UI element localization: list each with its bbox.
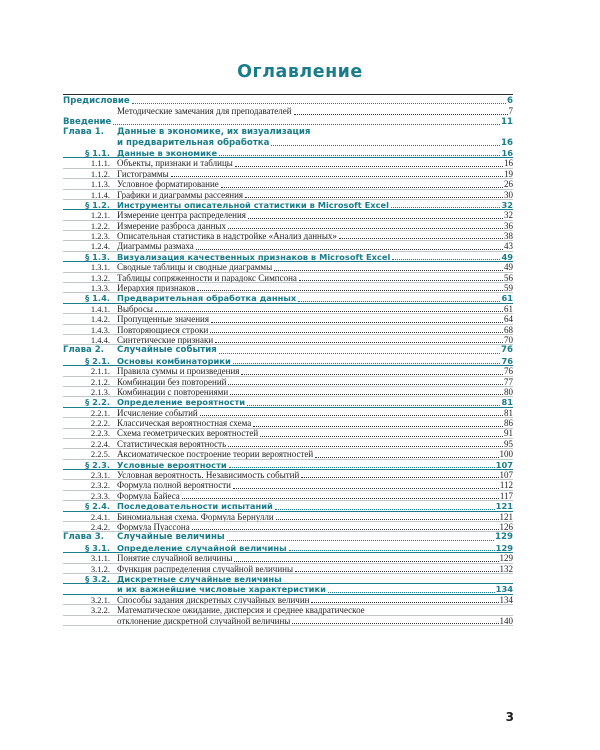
toc-entry-line: [63, 325, 513, 335]
toc-entry-line: [63, 574, 513, 584]
toc-leader-dots: [235, 166, 503, 167]
toc-entry: [63, 231, 513, 241]
toc-entry-line: [63, 210, 513, 220]
toc-entry-number: Глава 1.: [63, 127, 105, 138]
toc-entry-line: [63, 595, 513, 605]
toc-entry-line: [63, 605, 513, 615]
toc-leader-dots: [328, 592, 495, 593]
toc-leader-dots: [271, 145, 500, 146]
toc-top-rule: [63, 94, 513, 95]
toc-leader-dots: [298, 301, 500, 302]
toc-entry-number: 2.4.1.: [90, 511, 110, 522]
toc-leader-dots: [219, 155, 500, 156]
toc-entry-title: Комбинации с повторениями: [117, 386, 229, 397]
toc-entry-number: 1.4.2.: [90, 314, 110, 325]
toc-leader-dots: [248, 218, 503, 219]
toc-leader-dots: [200, 415, 503, 416]
toc-entry-number: 1.3.3.: [90, 283, 110, 294]
toc-entry: [63, 429, 513, 439]
toc-leader-dots: [299, 280, 503, 281]
toc-entry-page: 61: [501, 293, 513, 304]
toc-entry-title: Методические замечания для преподавателей: [117, 106, 292, 117]
toc-entry-page: 117: [499, 490, 513, 501]
toc-entry-title: Данные в экономике: [117, 147, 218, 158]
toc-entry-page: 126: [499, 522, 513, 532]
toc-leader-dots: [197, 290, 503, 291]
toc-leader-dots: [113, 124, 500, 125]
toc-entry-title: отклонение дискретной случайной величины: [117, 615, 291, 626]
toc-entry-page: 70: [504, 334, 513, 345]
toc-entry-number: 1.2.4.: [90, 241, 110, 252]
toc-entry-line: [63, 532, 513, 542]
toc-entry-line: [63, 200, 513, 210]
toc-entry: [63, 480, 513, 490]
toc-entry-line: [63, 387, 513, 397]
toc-entry-page: 32: [501, 199, 513, 210]
toc-entry-number: 2.3.2.: [90, 480, 110, 491]
toc-entry-page: 59: [504, 283, 513, 294]
toc-entry-number: 2.2.3.: [90, 428, 110, 439]
toc-entry-page: 16: [501, 137, 513, 148]
toc-leader-dots: [182, 498, 499, 499]
toc-entry-title: Функция распределения случайной величины: [117, 563, 293, 574]
toc-entry-line: [63, 335, 513, 345]
toc-entry-title: Формула полной вероятности: [117, 480, 231, 491]
toc-entry: [63, 148, 513, 158]
toc-entry: [63, 96, 513, 106]
toc-leader-dots: [311, 602, 498, 603]
toc-entry-page: 112: [499, 480, 513, 491]
toc-entry: [63, 325, 513, 335]
toc-entry-title: Иерархия признаков: [117, 283, 196, 294]
toc-entry: [63, 512, 513, 522]
toc-entry-title: Способы задания дискретных случайных величин: [117, 594, 310, 605]
toc-entry-number: 3.2.2.: [90, 605, 110, 616]
toc-entry-number: § 1.1.: [85, 147, 110, 158]
toc-entry-line: [63, 449, 513, 459]
toc-leader-dots: [228, 384, 503, 385]
toc-entry-title: Синтетические признаки: [117, 334, 214, 345]
toc-entry-number: 3.1.2.: [90, 563, 110, 574]
toc-entry: [63, 158, 513, 168]
toc-entry-number: § 1.4.: [85, 293, 110, 304]
toc-entry: [63, 106, 513, 116]
toc-entry-number: 1.2.3.: [90, 231, 110, 242]
toc-entry: [63, 605, 513, 626]
toc-entry: [63, 543, 513, 553]
toc-entry-line: [63, 231, 513, 241]
toc-entry-page: 121: [495, 501, 513, 512]
toc-leader-dots: [227, 540, 494, 541]
toc-leader-dots: [289, 550, 495, 551]
toc-leader-dots: [228, 228, 503, 229]
toc-entry-page: 86: [504, 418, 513, 429]
toc-leader-dots: [229, 467, 495, 468]
toc-leader-dots: [234, 561, 498, 562]
toc-entry-page: 19: [504, 168, 513, 179]
toc-leader-dots: [215, 342, 503, 343]
toc-entry-title: Комбинации без повторений: [117, 376, 227, 387]
toc-entry-number: § 3.2.: [85, 573, 110, 584]
toc-entry-number: 3.1.1.: [90, 553, 110, 564]
toc-entry-title: Таблицы сопряженности и парадокс Симпсона: [117, 272, 297, 283]
toc-entry-number: Глава 3.: [63, 532, 105, 543]
toc-entry-title: Введение: [63, 116, 112, 127]
toc-entry: [63, 179, 513, 189]
toc-leader-dots: [275, 509, 495, 510]
toc-entry-title: Условное форматирование: [117, 179, 219, 190]
toc-entry-line: [63, 138, 513, 148]
toc-entry-number: 2.4.2.: [90, 522, 110, 532]
toc-entry-page: 129: [499, 553, 513, 564]
toc-entry-page: 38: [504, 231, 513, 242]
toc-entry-page: 49: [501, 251, 513, 262]
toc-entry-page: 132: [499, 563, 513, 574]
toc-entry-number: 2.1.1.: [90, 366, 110, 377]
toc-entry: [63, 470, 513, 480]
toc-entry: [63, 397, 513, 407]
toc-entry-line: [63, 429, 513, 439]
toc-leader-dots: [253, 426, 503, 427]
toc-entry-number: 1.4.1.: [90, 303, 110, 314]
toc-entry: [63, 574, 513, 595]
toc-leader-dots: [196, 249, 503, 250]
toc-entry-page: 129: [495, 532, 513, 543]
toc-entry-title: Пропущенные значения: [117, 314, 209, 325]
toc-entry-line: [63, 345, 513, 355]
toc-leader-dots: [233, 363, 501, 364]
toc-entry-page: 81: [504, 407, 513, 418]
toc-leader-dots: [228, 446, 503, 447]
toc-entry: [63, 169, 513, 179]
toc-entry-page: 43: [504, 241, 513, 252]
toc-entry-title: Формула Пуассона: [117, 522, 190, 532]
toc-entry: [63, 190, 513, 200]
toc-entry: [63, 335, 513, 345]
toc-entry-title: Классическая вероятностная схема: [117, 418, 252, 429]
toc-entry-line: [63, 179, 513, 189]
toc-entry-number: 2.2.2.: [90, 418, 110, 429]
toc-entry-title: Определение вероятности: [117, 397, 246, 408]
toc-entry-title: Предисловие: [63, 96, 130, 106]
toc-entry: [63, 221, 513, 231]
toc-leader-dots: [339, 238, 503, 239]
toc-entry: [63, 241, 513, 251]
toc-entry-title: Выбросы: [117, 303, 153, 314]
toc-entry-line: [63, 543, 513, 553]
toc-leader-dots: [221, 187, 503, 188]
toc-entry: [63, 564, 513, 574]
toc-entry-number: 2.2.4.: [90, 438, 110, 449]
toc-leader-dots: [276, 519, 499, 520]
toc-entry: [63, 491, 513, 501]
toc-entry-page: 91: [504, 428, 513, 439]
toc-entry-number: 1.3.2.: [90, 272, 110, 283]
toc-entry-number: 1.4.4.: [90, 334, 110, 345]
toc-entry-number: 2.3.1.: [90, 470, 110, 481]
toc-entry-page: 16: [504, 158, 513, 169]
toc-entry-number: 2.2.1.: [90, 407, 110, 418]
toc-entry-line: [63, 553, 513, 563]
toc-leader-dots: [192, 529, 499, 530]
toc-entry-title: Сводные таблицы и сводные диаграммы: [117, 262, 273, 273]
toc-entry: [63, 252, 513, 262]
toc-entry-line: [63, 397, 513, 407]
toc-entry-number: § 2.2.: [85, 397, 110, 408]
toc-leader-dots: [241, 374, 503, 375]
toc-entry-number: § 2.4.: [85, 501, 110, 512]
toc-entry-number: 1.1.3.: [90, 179, 110, 190]
toc-entry-number: Глава 2.: [63, 345, 105, 356]
toc-entry-number: § 1.3.: [85, 251, 110, 262]
toc-leader-dots: [219, 353, 500, 354]
toc-entry-title: Случайные события: [117, 345, 217, 356]
toc-entry-line: [63, 512, 513, 522]
toc-entry-title: Правила суммы и произведения: [117, 366, 240, 377]
toc-entry-page: 80: [504, 386, 513, 397]
page-number: 3: [505, 710, 514, 724]
toc-entry-title: Условная вероятность. Независимость событий: [117, 470, 300, 481]
toc-leader-dots: [274, 270, 503, 271]
toc-entry-line: [63, 408, 513, 418]
toc-entry-line: [63, 241, 513, 251]
toc-entry-line: [63, 439, 513, 449]
toc-entry: [63, 387, 513, 397]
toc-entry-title: Объекты, признаки и таблицы: [117, 158, 233, 169]
toc-leader-dots: [210, 332, 503, 333]
toc-entry: [63, 418, 513, 428]
toc-entry-number: 2.3.3.: [90, 490, 110, 501]
toc-entry: [63, 273, 513, 283]
toc-entry-line: [63, 501, 513, 511]
toc-entry-page: 26: [504, 179, 513, 190]
toc-entry-line: [63, 356, 513, 366]
toc-entry-title: Графики и диаграммы рассеяния: [117, 189, 244, 200]
toc-entry-line: [63, 190, 513, 200]
toc-leader-dots: [295, 571, 499, 572]
toc-entry: [63, 449, 513, 459]
toc-entry-number: 1.2.2.: [90, 220, 110, 231]
toc-entry: [63, 356, 513, 366]
page-title: Оглавление: [237, 62, 363, 82]
toc-leader-dots: [301, 477, 498, 478]
toc-entry-title: и предварительная обработка: [117, 137, 270, 148]
toc-entry-page: 16: [501, 147, 513, 158]
toc-entry-number: § 3.1.: [85, 542, 110, 553]
toc-entry-title: Статистическая вероятность: [117, 438, 227, 449]
toc-entry-title: Случайные величины: [117, 532, 225, 543]
toc-entry-title: Измерение центра распределения: [117, 210, 246, 221]
toc-entry-line: [63, 564, 513, 574]
toc-entry: [63, 314, 513, 324]
toc-entry-number: 1.1.1.: [90, 158, 110, 169]
toc-entry-line: [63, 377, 513, 387]
toc-entry-line: [63, 616, 513, 626]
toc-entry-page: 7: [508, 106, 513, 117]
toc-entry-line: [63, 283, 513, 293]
toc-entry-page: 32: [504, 210, 513, 221]
toc-entry-title: Основы комбинаторики: [117, 355, 231, 366]
toc-entry-title: Описательная статистика в надстройке «Анализ данных»: [117, 231, 337, 242]
toc-entry-page: 140: [499, 615, 513, 626]
toc-entry-number: § 2.1.: [85, 355, 110, 366]
toc-entry-title: Понятие случайной величины: [117, 553, 233, 564]
toc-entry-page: 121: [499, 511, 513, 522]
toc-leader-dots: [230, 394, 503, 395]
toc-entry-line: [63, 127, 513, 137]
toc-entry-line: [63, 470, 513, 480]
toc-entry-title: Математическое ожидание, дисперсия и среднее квадратическое: [117, 605, 365, 616]
toc-entry: [63, 595, 513, 605]
toc-entry-line: [63, 314, 513, 324]
toc-leader-dots: [260, 436, 503, 437]
toc-leader-dots: [132, 103, 506, 104]
toc-entry-page: 76: [501, 345, 513, 356]
toc-entry-title: Условные вероятности: [117, 459, 227, 470]
toc-leader-dots: [247, 405, 500, 406]
toc-entry: [63, 460, 513, 470]
toc-entry: [63, 345, 513, 355]
toc-entry-line: [63, 273, 513, 283]
toc-entry-line: [63, 106, 513, 116]
toc-leader-dots: [233, 488, 499, 489]
toc-entry-page: 129: [495, 542, 513, 553]
toc-entry-title: Последовательности испытаний: [117, 501, 273, 512]
toc-entry-title: Дискретные случайные величины: [117, 573, 282, 584]
toc-leader-dots: [315, 457, 498, 458]
toc-entry-line: [63, 252, 513, 262]
toc-entry-title: Данные в экономике, их визуализация: [117, 127, 311, 138]
toc-entry: [63, 366, 513, 376]
toc-entry: [63, 532, 513, 542]
toc-entry: [63, 127, 513, 148]
toc-entry: [63, 553, 513, 563]
toc-entry-line: [63, 262, 513, 272]
toc-entry-title: Аксиоматическое построение теории вероятностей: [117, 449, 314, 460]
toc-entry: [63, 293, 513, 303]
toc-entry-number: 1.3.1.: [90, 262, 110, 273]
toc-entry-title: Формула Байеса: [117, 490, 180, 501]
toc-entry-number: 1.1.4.: [90, 189, 110, 200]
toc-entry-line: [63, 169, 513, 179]
toc-entry: [63, 439, 513, 449]
toc-entry-line: [63, 522, 513, 532]
toc-leader-dots: [392, 259, 500, 260]
toc-entry-title: Гистограммы: [117, 168, 169, 179]
toc-entry: [63, 200, 513, 210]
toc-entry-page: 64: [504, 314, 513, 325]
toc-leader-dots: [155, 311, 503, 312]
toc-entry-number: § 2.3.: [85, 459, 110, 470]
toc-entry-page: 56: [504, 272, 513, 283]
toc-entry-page: 30: [504, 189, 513, 200]
toc-entry-line: [63, 480, 513, 490]
toc-entry-page: 107: [495, 459, 513, 470]
toc-entry-title: Определение случайной величины: [117, 542, 287, 553]
toc-entry-title: Биномиальная схема. Формула Бернулли: [117, 511, 274, 522]
toc-entry-line: [63, 148, 513, 158]
toc-entry-number: 3.2.1.: [90, 594, 110, 605]
toc-entry-line: [63, 293, 513, 303]
toc-entry-title: Повторяющиеся строки: [117, 324, 209, 335]
toc-entry-title: Предварительная обработка данных: [117, 293, 297, 304]
toc-leader-dots: [245, 197, 503, 198]
toc-entry-page: 76: [504, 366, 513, 377]
toc-entry: [63, 210, 513, 220]
toc-entry-page: 68: [504, 324, 513, 335]
toc-entry-page: 81: [501, 397, 513, 408]
toc-entry-line: [63, 418, 513, 428]
toc-entry-line: [63, 491, 513, 501]
toc-entry-number: 2.1.3.: [90, 386, 110, 397]
toc-entry-title: Измерение разброса данных: [117, 220, 226, 231]
toc-leader-dots: [292, 623, 498, 624]
toc-entry-page: 36: [504, 220, 513, 231]
toc-entry-page: 107: [499, 470, 513, 481]
toc-entry-number: 1.1.2.: [90, 168, 110, 179]
toc-entry-page: 11: [501, 116, 513, 127]
toc-entry: [63, 522, 513, 532]
toc-entry-page: 49: [504, 262, 513, 273]
toc-entry: [63, 304, 513, 314]
toc-entry-page: 76: [501, 355, 513, 366]
table-of-contents: [63, 96, 513, 626]
toc-entry-page: 6: [507, 96, 513, 106]
toc-entry: [63, 283, 513, 293]
toc-entry-line: [63, 117, 513, 127]
toc-entry-page: 134: [495, 584, 513, 595]
toc-entry: [63, 501, 513, 511]
toc-entry-title: Визуализация качественных признаков в Microsoft Excel: [117, 251, 391, 262]
toc-entry-line: [63, 366, 513, 376]
toc-entry-page: 134: [499, 594, 513, 605]
toc-entry-page: 61: [504, 303, 513, 314]
toc-entry-number: 1.2.1.: [90, 210, 110, 221]
toc-entry-line: [63, 158, 513, 168]
toc-entry: [63, 117, 513, 127]
toc-entry-number: 2.2.5.: [90, 449, 110, 460]
toc-entry-title: Диаграммы размаха: [117, 241, 194, 252]
toc-entry-line: [63, 221, 513, 231]
toc-entry-line: [63, 460, 513, 470]
toc-entry-title: Схема геометрических вероятностей: [117, 428, 259, 439]
toc-entry-number: 1.4.3.: [90, 324, 110, 335]
toc-entry: [63, 262, 513, 272]
toc-leader-dots: [211, 322, 503, 323]
toc-entry-title: Инструменты описательной статистики в Microsoft Excel: [117, 199, 390, 210]
toc-entry-line: [63, 304, 513, 314]
toc-entry-line: [63, 584, 513, 594]
toc-entry-number: 2.1.2.: [90, 376, 110, 387]
toc-entry-page: 100: [499, 449, 513, 460]
toc-entry-line: [63, 96, 513, 106]
toc-leader-dots: [294, 114, 508, 115]
toc-entry-page: 95: [504, 438, 513, 449]
toc-entry-number: § 1.2.: [85, 199, 110, 210]
toc-entry: [63, 377, 513, 387]
toc-entry-title: Исчисление событий: [117, 407, 198, 418]
toc-entry: [63, 408, 513, 418]
toc-entry-page: 77: [504, 376, 513, 387]
toc-leader-dots: [391, 207, 500, 208]
toc-entry-title: и их важнейшие числовые характеристики: [117, 584, 326, 595]
toc-leader-dots: [171, 176, 503, 177]
